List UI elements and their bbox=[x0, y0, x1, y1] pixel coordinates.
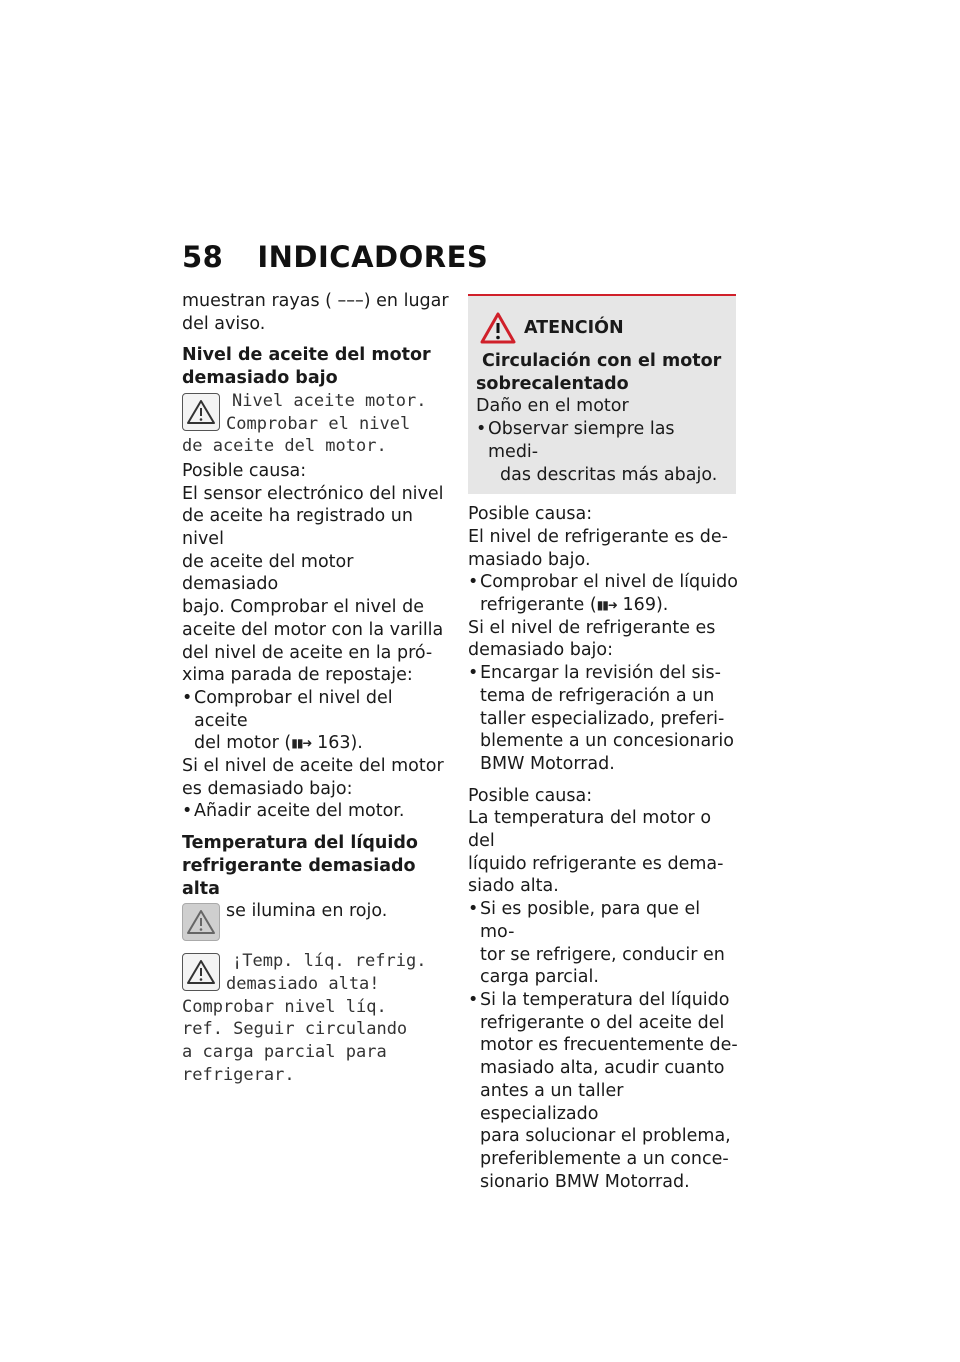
attention-box bbox=[468, 294, 736, 494]
oil-warning-block bbox=[182, 390, 450, 458]
oil-display-text: Nivel aceite motor. Comprobar el nivel de aceite del motor. bbox=[182, 390, 427, 457]
page-reference-arrow-icon: ▮▮➜ bbox=[291, 736, 312, 751]
oil-bullet-add: • Añadir aceite del motor. bbox=[182, 800, 450, 823]
oil-page-reference[interactable]: 163). bbox=[317, 733, 363, 754]
general-warning-icon bbox=[182, 393, 220, 431]
oil-cause-text: El sensor electrónico del nivel de aceite ha registrado un nivel de aceite del motor demasiado bajo. Comprobar el nivel de aceite del motor con la varilla del nivel de aceite en la pró- xima parada de repostaje: bbox=[182, 483, 444, 686]
page-reference-arrow-icon: ▮▮➜ bbox=[596, 598, 617, 613]
cause2-bullet-partial-load: • Si es posible, para que el mo- tor se refrigere, conducir en carga parcial. bbox=[468, 898, 738, 989]
page-title: INDICADORES bbox=[257, 240, 489, 274]
left-column bbox=[182, 290, 450, 1087]
attention-heading: Circulación con el motor sobrecalentado bbox=[476, 351, 722, 394]
cause1-label: Posible causa: bbox=[468, 504, 593, 525]
cause1-text: El nivel de refrigerante es de- masiado bajo. bbox=[468, 526, 728, 570]
attention-warning-icon bbox=[480, 312, 516, 344]
intro-text: muestran rayas ( –––) en lugar del aviso. bbox=[182, 291, 449, 334]
page-header bbox=[182, 240, 488, 274]
coolant-light-text: se ilumina en rojo. bbox=[226, 901, 388, 922]
oil-heading: Nivel de aceite del motor demasiado bajo bbox=[182, 345, 431, 389]
coolant-display-text: ¡Temp. líq. refrig. demasiado alta! Comprobar nivel líq. ref. Seguir circulando a carga parcial para refrigerar. bbox=[182, 951, 427, 1085]
coolant-heading: Temperatura del líquido refrigerante demasiado alta bbox=[182, 833, 418, 899]
coolant-display-block bbox=[182, 950, 450, 1086]
oil-bullet-check: • Comprobar el nivel del aceite del motor (▮▮➜ 163). bbox=[182, 687, 450, 755]
cause1-if-low: Si el nivel de refrigerante es demasiado bajo: bbox=[468, 617, 716, 661]
coolant-light-block bbox=[182, 900, 450, 944]
general-warning-icon bbox=[182, 953, 220, 991]
warning-light-icon bbox=[182, 903, 220, 941]
cause2-text: La temperatura del motor o del líquido refrigerante es dema- siado alta. bbox=[468, 808, 724, 897]
coolant-page-reference[interactable]: 169). bbox=[622, 595, 669, 616]
attention-bullet: • Observar siempre las medi- das descritas más abajo. bbox=[476, 418, 726, 486]
cause1-bullet-check: • Comprobar el nivel de líquido refrigerante (▮▮➜ 169). bbox=[468, 571, 738, 616]
cause2-bullet-workshop: • Si la temperatura del líquido refrigerante o del aceite del motor es frecuentemente de- masiado alta, acudir cuanto antes a un taller especializado para solucionar el problema, preferiblemente a un conce- sionario BMW Motorrad. bbox=[468, 989, 738, 1193]
attention-damage: Daño en el motor bbox=[476, 396, 629, 417]
cause1-bullet-service: • Encargar la revisión del sis- tema de refrigeración a un taller especializado, preferi- blemente a un concesionario BMW Motorrad. bbox=[468, 662, 738, 776]
oil-if-low: Si el nivel de aceite del motor es demasiado bajo: bbox=[182, 756, 444, 799]
right-column bbox=[468, 294, 738, 1193]
page-number: 58 bbox=[182, 240, 224, 274]
cause2-label: Posible causa: bbox=[468, 785, 593, 806]
attention-title: ATENCIÓN bbox=[480, 312, 726, 344]
oil-cause-label: Posible causa: bbox=[182, 460, 307, 481]
